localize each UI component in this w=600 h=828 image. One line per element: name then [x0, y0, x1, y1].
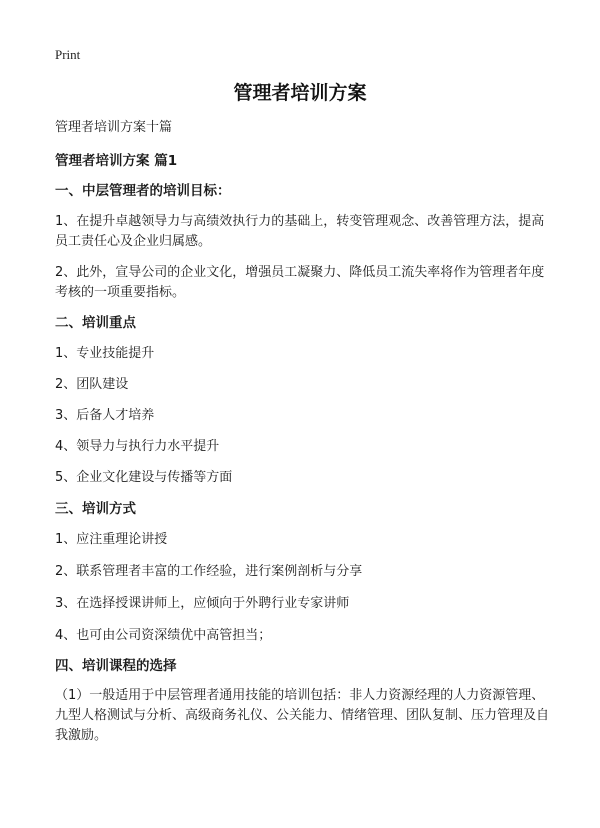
paragraph-goal-1: 1、在提升卓越领导力与高绩效执行力的基础上，转变管理观念、改善管理方法，提高员工责任心及企业归属感。 [55, 214, 545, 249]
list-item: 1、应注重理论讲授 [55, 532, 168, 547]
list-item: 2、联系管理者丰富的工作经验，进行案例剖析与分享 [55, 564, 363, 579]
page-title: 管理者培训方案 [233, 82, 367, 104]
print-link[interactable]: Print [55, 47, 81, 62]
list-item: 3、后备人才培养 [55, 408, 155, 423]
list-item: 3、在选择授课讲师上，应倾向于外聘行业专家讲师 [55, 596, 350, 611]
paragraph-goal-2: 2、此外，宣导公司的企业文化，增强员工凝聚力、降低员工流失率将作为管理者年度考核的一项重要指标。 [55, 265, 545, 300]
list-item: 5、企业文化建设与传播等方面 [55, 470, 233, 485]
list-item: 4、领导力与执行力水平提升 [55, 439, 220, 454]
list-item: 1、专业技能提升 [55, 346, 155, 361]
section-heading-goals: 一、中层管理者的培训目标： [55, 183, 231, 199]
article-heading: 管理者培训方案 篇1 [55, 153, 178, 169]
list-item: 4、也可由公司资深绩优中高管担当； [55, 628, 272, 643]
paragraph-courses-1: （1）一般适用于中层管理者通用技能的培训包括：非人力资源经理的人力资源管理、九型人格测试与分析、高级商务礼仪、公关能力、情绪管理、团队复制、压力管理及自我激励。 [55, 688, 550, 743]
section-heading-focus: 二、培训重点 [55, 315, 136, 331]
section-heading-methods: 三、培训方式 [55, 501, 136, 517]
section-heading-courses: 四、培训课程的选择 [55, 658, 177, 674]
subtitle: 管理者培训方案十篇 [55, 120, 173, 135]
list-item: 2、团队建设 [55, 377, 129, 392]
